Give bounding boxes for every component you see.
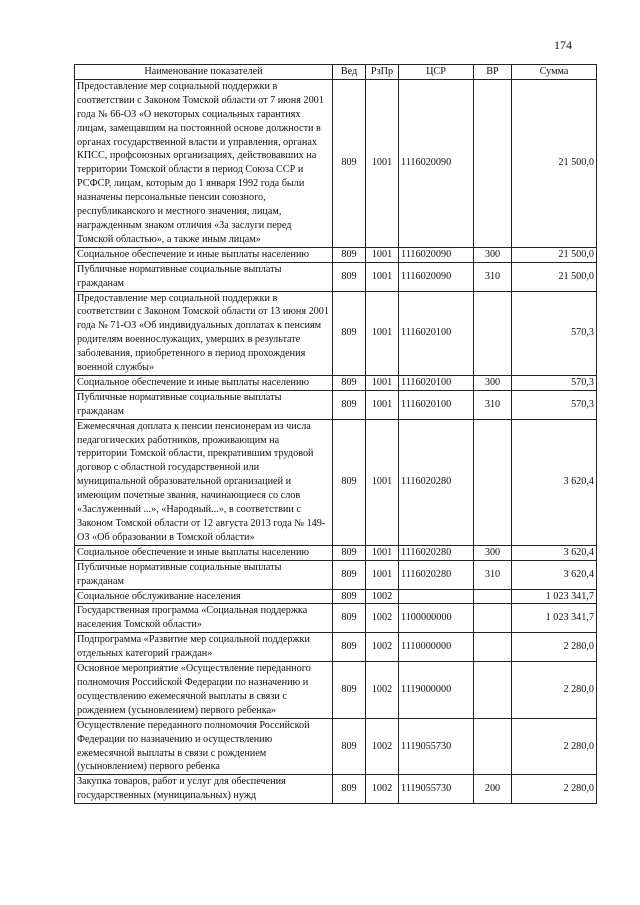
table-row bbox=[75, 560, 597, 589]
table-row bbox=[75, 390, 597, 419]
cell-name: Ежемесячная доплата к пенсии пенсионерам из числа педагогических работников, проживающим на территории Томской области, прекратившим трудовой договор с областной государственной или муниципальной образовательной организацией и имеющим почетные звания, начинающиеся со слов «Заслуженный ...», «Народный...», в соответствии с Законом Томской области от 12 августа 2013 года № 149-ОЗ «Об образовании в Томской области» bbox=[75, 419, 333, 545]
cell-sum: 21 500,0 bbox=[512, 247, 597, 262]
cell-name: Предоставление мер социальной поддержки в соответствии с Законом Томской области от 7 июня 2001 года № 66-ОЗ «О некоторых социальных гарантиях лицам, замещавшим на постоянной основе должности в органах государственной власти и управления, органах КПСС, профсоюзных организациях, действовавших на территории Томской области в период Союза ССР и РСФСР, лицам, которым до 1 января 1992 года были назначены персональные пенсии союзного, республиканского и местного значения, лицам, награжденным знаком отличия «За заслуги перед Томской областью», а также иным лицам» bbox=[75, 79, 333, 247]
cell-sum: 570,3 bbox=[512, 390, 597, 419]
cell-rzpr: 1002 bbox=[366, 718, 399, 775]
cell-ved: 809 bbox=[333, 718, 366, 775]
cell-vr: 300 bbox=[474, 247, 512, 262]
page-number: 174 bbox=[554, 38, 572, 52]
cell-ved: 809 bbox=[333, 419, 366, 545]
cell-vr: 300 bbox=[474, 375, 512, 390]
cell-ved: 809 bbox=[333, 390, 366, 419]
cell-name: Социальное обеспечение и иные выплаты населению bbox=[75, 247, 333, 262]
cell-csr: 1110000000 bbox=[399, 633, 474, 662]
cell-ved: 809 bbox=[333, 633, 366, 662]
cell-csr: 1116020090 bbox=[399, 247, 474, 262]
cell-csr: 1116020090 bbox=[399, 262, 474, 291]
cell-vr: 310 bbox=[474, 262, 512, 291]
cell-ved: 809 bbox=[333, 247, 366, 262]
cell-rzpr: 1001 bbox=[366, 390, 399, 419]
cell-sum: 21 500,0 bbox=[512, 79, 597, 247]
header-name: Наименование показателей bbox=[75, 65, 333, 80]
cell-ved: 809 bbox=[333, 262, 366, 291]
table-row bbox=[75, 247, 597, 262]
cell-sum: 3 620,4 bbox=[512, 560, 597, 589]
cell-name: Государственная программа «Социальная поддержка населения Томской области» bbox=[75, 604, 333, 633]
cell-rzpr: 1001 bbox=[366, 247, 399, 262]
cell-rzpr: 1001 bbox=[366, 79, 399, 247]
cell-csr: 1116020100 bbox=[399, 291, 474, 375]
cell-vr: 300 bbox=[474, 545, 512, 560]
table-row bbox=[75, 718, 597, 775]
cell-vr bbox=[474, 589, 512, 604]
table-row bbox=[75, 545, 597, 560]
cell-rzpr: 1001 bbox=[366, 291, 399, 375]
cell-name: Закупка товаров, работ и услуг для обеспечения государственных (муниципальных) нужд bbox=[75, 775, 333, 804]
cell-vr: 310 bbox=[474, 390, 512, 419]
cell-name: Социальное обслуживание населения bbox=[75, 589, 333, 604]
cell-rzpr: 1001 bbox=[366, 262, 399, 291]
cell-sum: 2 280,0 bbox=[512, 718, 597, 775]
cell-rzpr: 1002 bbox=[366, 633, 399, 662]
cell-vr bbox=[474, 718, 512, 775]
cell-ved: 809 bbox=[333, 79, 366, 247]
cell-csr: 1116020280 bbox=[399, 560, 474, 589]
cell-name: Социальное обеспечение и иные выплаты населению bbox=[75, 545, 333, 560]
cell-csr: 1116020280 bbox=[399, 545, 474, 560]
cell-name: Публичные нормативные социальные выплаты гражданам bbox=[75, 262, 333, 291]
cell-rzpr: 1002 bbox=[366, 662, 399, 719]
cell-csr: 1116020100 bbox=[399, 390, 474, 419]
cell-vr bbox=[474, 633, 512, 662]
table-row bbox=[75, 775, 597, 804]
cell-name: Основное мероприятие «Осуществление переданного полномочия Российской Федерации по назначению и осуществлению ежемесячной выплаты в связи с рождением (усыновлением) первого ребенка» bbox=[75, 662, 333, 719]
cell-rzpr: 1002 bbox=[366, 589, 399, 604]
cell-ved: 809 bbox=[333, 589, 366, 604]
header-sum: Сумма bbox=[512, 65, 597, 80]
budget-table bbox=[74, 64, 597, 804]
table-row bbox=[75, 79, 597, 247]
cell-sum: 2 280,0 bbox=[512, 662, 597, 719]
cell-sum: 2 280,0 bbox=[512, 633, 597, 662]
cell-ved: 809 bbox=[333, 662, 366, 719]
cell-csr: 1100000000 bbox=[399, 604, 474, 633]
cell-vr: 310 bbox=[474, 560, 512, 589]
cell-sum: 2 280,0 bbox=[512, 775, 597, 804]
cell-ved: 809 bbox=[333, 560, 366, 589]
cell-sum: 570,3 bbox=[512, 375, 597, 390]
cell-csr: 1116020090 bbox=[399, 79, 474, 247]
cell-ved: 809 bbox=[333, 375, 366, 390]
table-header-row bbox=[75, 65, 597, 80]
cell-csr bbox=[399, 589, 474, 604]
cell-vr bbox=[474, 79, 512, 247]
header-csr: ЦСР bbox=[399, 65, 474, 80]
cell-vr: 200 bbox=[474, 775, 512, 804]
cell-sum: 1 023 341,7 bbox=[512, 604, 597, 633]
cell-name: Социальное обеспечение и иные выплаты населению bbox=[75, 375, 333, 390]
cell-name: Предоставление мер социальной поддержки в соответствии с Законом Томской области от 13 июня 2001 года № 71-ОЗ «Об индивидуальных доплатах к пенсиям родителям военнослужащих, умерших в результате заболевания, приобретенного в период прохождения военной службы» bbox=[75, 291, 333, 375]
cell-vr bbox=[474, 291, 512, 375]
header-ved: Вед bbox=[333, 65, 366, 80]
cell-name: Осуществление переданного полномочия Российской Федерации по назначению и осуществлению ежемесячной выплаты в связи с рождением (усыновлением) первого ребенка bbox=[75, 718, 333, 775]
cell-ved: 809 bbox=[333, 775, 366, 804]
cell-vr bbox=[474, 604, 512, 633]
table-row bbox=[75, 419, 597, 545]
cell-csr: 1116020280 bbox=[399, 419, 474, 545]
table-row bbox=[75, 604, 597, 633]
table-row bbox=[75, 589, 597, 604]
cell-vr bbox=[474, 419, 512, 545]
cell-sum: 1 023 341,7 bbox=[512, 589, 597, 604]
cell-csr: 1119055730 bbox=[399, 775, 474, 804]
table-row bbox=[75, 291, 597, 375]
table-row bbox=[75, 662, 597, 719]
table-row bbox=[75, 375, 597, 390]
cell-vr bbox=[474, 662, 512, 719]
cell-sum: 3 620,4 bbox=[512, 419, 597, 545]
cell-rzpr: 1001 bbox=[366, 560, 399, 589]
header-rzpr: РзПр bbox=[366, 65, 399, 80]
cell-sum: 3 620,4 bbox=[512, 545, 597, 560]
cell-rzpr: 1002 bbox=[366, 604, 399, 633]
cell-name: Публичные нормативные социальные выплаты гражданам bbox=[75, 560, 333, 589]
cell-sum: 570,3 bbox=[512, 291, 597, 375]
cell-name: Публичные нормативные социальные выплаты гражданам bbox=[75, 390, 333, 419]
table-row bbox=[75, 262, 597, 291]
cell-csr: 1116020100 bbox=[399, 375, 474, 390]
cell-ved: 809 bbox=[333, 291, 366, 375]
cell-rzpr: 1001 bbox=[366, 375, 399, 390]
cell-csr: 1119000000 bbox=[399, 662, 474, 719]
cell-ved: 809 bbox=[333, 545, 366, 560]
cell-ved: 809 bbox=[333, 604, 366, 633]
cell-sum: 21 500,0 bbox=[512, 262, 597, 291]
cell-rzpr: 1001 bbox=[366, 545, 399, 560]
cell-rzpr: 1001 bbox=[366, 419, 399, 545]
header-vr: ВР bbox=[474, 65, 512, 80]
cell-rzpr: 1002 bbox=[366, 775, 399, 804]
cell-name: Подпрограмма «Развитие мер социальной поддержки отдельных категорий граждан» bbox=[75, 633, 333, 662]
table-row bbox=[75, 633, 597, 662]
cell-csr: 1119055730 bbox=[399, 718, 474, 775]
